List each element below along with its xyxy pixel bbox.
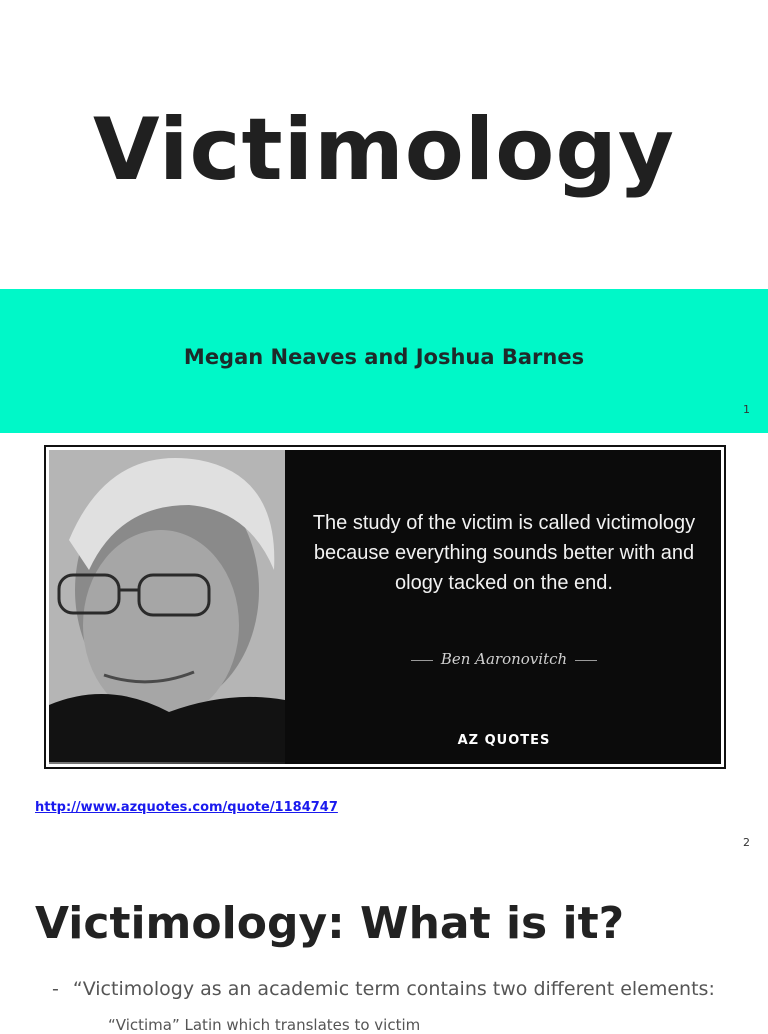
author-dash-left bbox=[411, 660, 433, 661]
bullet-item bbox=[52, 978, 715, 1000]
author-dash-right bbox=[575, 660, 597, 661]
section-title: Victimology: What is it? bbox=[35, 898, 625, 949]
quote-image bbox=[44, 445, 726, 769]
source-link[interactable]: http://www.azquotes.com/quote/1184747 bbox=[35, 800, 338, 815]
author-photo bbox=[49, 450, 285, 764]
quote-card bbox=[49, 450, 721, 764]
quote-author-name: Ben Aaronovitch bbox=[440, 650, 568, 668]
page-number: 2 bbox=[743, 836, 750, 849]
azquotes-logo: AZ QUOTES bbox=[457, 733, 551, 748]
page-number: 1 bbox=[743, 403, 750, 416]
quote-author bbox=[299, 650, 709, 668]
authors-subtitle: Megan Neaves and Joshua Barnes bbox=[183, 345, 585, 369]
bullet-dash: - bbox=[52, 978, 59, 1000]
slide-title: Victimology bbox=[93, 100, 675, 200]
quote-text: The study of the victim is called victimology because everything sounds better with and ology tacked on the end. bbox=[312, 512, 696, 594]
sub-bullet-item: “Victima” Latin which translates to victim bbox=[108, 1016, 421, 1034]
portrait-illustration bbox=[49, 450, 285, 762]
bullet-text: “Victimology as an academic term contains two different elements: bbox=[72, 978, 715, 1000]
